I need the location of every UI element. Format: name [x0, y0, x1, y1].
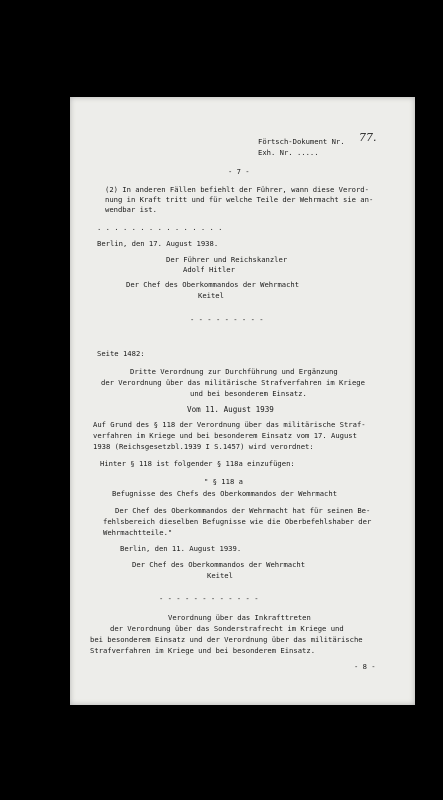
regulation-title-line: Dritte Verordnung zur Durchführung und Ergänzung [130, 367, 338, 376]
section-subheading: Befugnisse des Chefs des Oberkommandos der Wehrmacht [112, 489, 338, 498]
place-date: Berlin, den 11. August 1939. [120, 544, 242, 553]
insert-line: Hinter § 118 ist folgender § 118a einzufügen: [100, 459, 295, 468]
signer-title: Der Chef des Oberkommandos der Wehrmacht [126, 280, 300, 289]
exh-label: Exh. Nr. ..... [258, 148, 319, 157]
regulation-title-line: Strafverfahren im Kriege und bei besonderem Einsatz. [90, 646, 316, 655]
page-number-bottom: - 8 - [354, 662, 376, 671]
regulation-body-line: Auf Grund des § 118 der Verordnung über das militärische Straf- [93, 420, 366, 429]
section-text-line: Der Chef des Oberkommandos der Wehrmacht hat für seinen Be- [115, 506, 371, 515]
signer-title: Der Chef des Oberkommandos der Wehrmacht [132, 560, 306, 569]
document-page [70, 97, 415, 705]
doc-number-handwritten: 77. [359, 131, 377, 144]
place-date: Berlin, den 17. August 1938. [97, 239, 219, 248]
regulation-title-line: und bei besonderem Einsatz. [190, 389, 307, 398]
section-text-line: Wehrmachtteile." [103, 528, 173, 537]
paragraph-2-line: nung in Kraft tritt und für welche Teile der Wehrmacht sie an- [105, 195, 374, 204]
signer-name: Adolf Hitler [183, 265, 235, 274]
separator-dashes: - - - - - - - - - [190, 315, 264, 324]
separator-dashes: - - - - - - - - - - - - [159, 594, 259, 603]
regulation-title-line: bei besonderem Einsatz und der Verordnung über das militärische [90, 635, 363, 644]
regulation-body-line: 1938 (Reichsgesetzbl.1939 I S.1457) wird verordnet: [93, 442, 314, 451]
regulation-title-line: Verordnung über das Inkrafttreten [168, 613, 311, 622]
seite-label: Seite 1482: [97, 349, 145, 358]
signer-name: Keitel [207, 571, 233, 580]
regulation-date: Vom 11. August 1939 [187, 405, 274, 414]
regulation-title-line: der Verordnung über das Sonderstrafrecht im Kriege und [110, 624, 344, 633]
paragraph-2-line: (2) In anderen Fällen befiehlt der Führer, wann diese Verord- [105, 185, 369, 194]
signer-name: Keitel [198, 291, 224, 300]
page-number-top: - 7 - [228, 167, 250, 176]
regulation-body-line: verfahren im Kriege und bei besonderem Einsatz vom 17. August [93, 431, 357, 440]
doc-label: Förtsch-Dokument Nr. [258, 137, 345, 146]
section-text-line: fehlsbereich dieselben Befugnisse wie die Oberbefehlshaber der [103, 517, 372, 526]
separator-dots: . . . . . . . . . . . . . . . [97, 223, 223, 232]
regulation-title-line: der Verordnung über das militärische Strafverfahren im Kriege [101, 378, 365, 387]
section-heading: " § 118 a [204, 477, 243, 486]
signer-title: Der Führer und Reichskanzler [166, 255, 288, 264]
paragraph-2-line: wendbar ist. [105, 205, 157, 214]
